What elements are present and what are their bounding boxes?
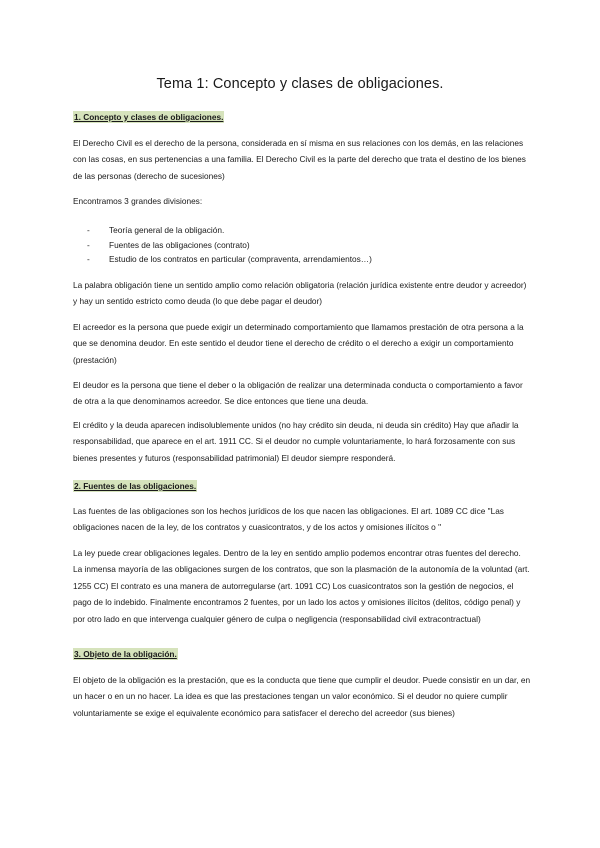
- section-1-paragraph-3: La palabra obligación tiene un sentido amplio como relación obligatoria (relación jurídica existente entre deudor y acreedor) y hay un sentido estricto como deuda (lo que debe pagar el deudor): [73, 280, 527, 307]
- list-item: - Fuentes de las obligaciones (contrato): [87, 239, 250, 250]
- section-1-paragraph-6: El crédito y la deuda aparecen indisolublemente unidos (no hay crédito sin deuda, ni deuda sin crédito) Hay que añadir la responsabilidad, que aparece en el art. 1911 CC. Si el deudor no cumple voluntariamente, lo hará forzosamente con sus bienes presentes y futuros (responsabilidad patrimonial) El deudor siempre responderá.: [73, 420, 519, 463]
- section-1-paragraph-4: El acreedor es la persona que puede exigir un determinado comportamiento que llamamos prestación de otra persona a la que se denomina deudor. En este sentido el deudor tiene el derecho de crédito o el derecho a exigir un comportamiento (prestación): [73, 322, 524, 365]
- list-item: - Estudio de los contratos en particular (compraventa, arrendamientos…): [87, 254, 372, 265]
- section-1-heading: 1. Concepto y clases de obligaciones.: [74, 112, 224, 122]
- section-3-heading: 3. Objeto de la obligación.: [74, 649, 177, 659]
- document-title: Tema 1: Concepto y clases de obligaciones.: [156, 76, 444, 92]
- section-2-paragraph-2: La ley puede crear obligaciones legales. Dentro de la ley en sentido amplio podemos encontrar otras fuentes del derecho. La inmensa mayoría de las obligaciones surgen de los contratos, que son la plasmación de la autonomía de la voluntad (art. 1255 CC) El contrato es una manera de autorregularse (art. 1091 CC) Los cuasicontratos son la gestión de negocios, el pago de lo indebido. Finalmente encontramos 2 fuentes, por un lado los actos y omisiones ilícitos (delitos, código penal) y por otro lado en que intervenga cualquier género de culpa o negligencia (responsabilidad civil extracontractual): [73, 548, 530, 624]
- list-item: - Teoría general de la obligación.: [87, 225, 225, 235]
- divisions-list: [87, 223, 527, 267]
- section-1-paragraph-5: El deudor es la persona que tiene el deber o la obligación de realizar una determinada conducta o comportamiento a favor de otra a la que denominamos acreedor. Se dice entonces que tiene una deuda.: [73, 380, 523, 407]
- section-1-paragraph-2: Encontramos 3 grandes divisiones:: [73, 196, 203, 206]
- section-2-paragraph-1: Las fuentes de las obligaciones son los hechos jurídicos de los que nacen las obligaciones. El art. 1089 CC dice "Las obligaciones nacen de la ley, de los contratos y cuasicontratos, y de los actos y omisiones ilícitos o ": [73, 506, 504, 533]
- section-2-heading: 2. Fuentes de las obligaciones.: [74, 481, 197, 491]
- section-1-paragraph-1: El Derecho Civil es el derecho de la persona, considerada en sí misma en sus relaciones con los demás, en las relaciones con las cosas, en sus pertenencias a una familia. El Derecho Civil es la parte del derecho que trata el destino de los bienes de las personas (derecho de sucesiones): [73, 138, 526, 181]
- section-3-paragraph-1: El objeto de la obligación es la prestación, que es la conducta que tiene que cumplir el deudor. Puede consistir en un dar, en un hacer o en un no hacer. La idea es que las prestaciones tengan un valor económico. Si el deudor no quiere cumplir voluntariamente se exige el equivalente económico para satisfacer el derecho del acreedor (sus bienes): [73, 675, 531, 718]
